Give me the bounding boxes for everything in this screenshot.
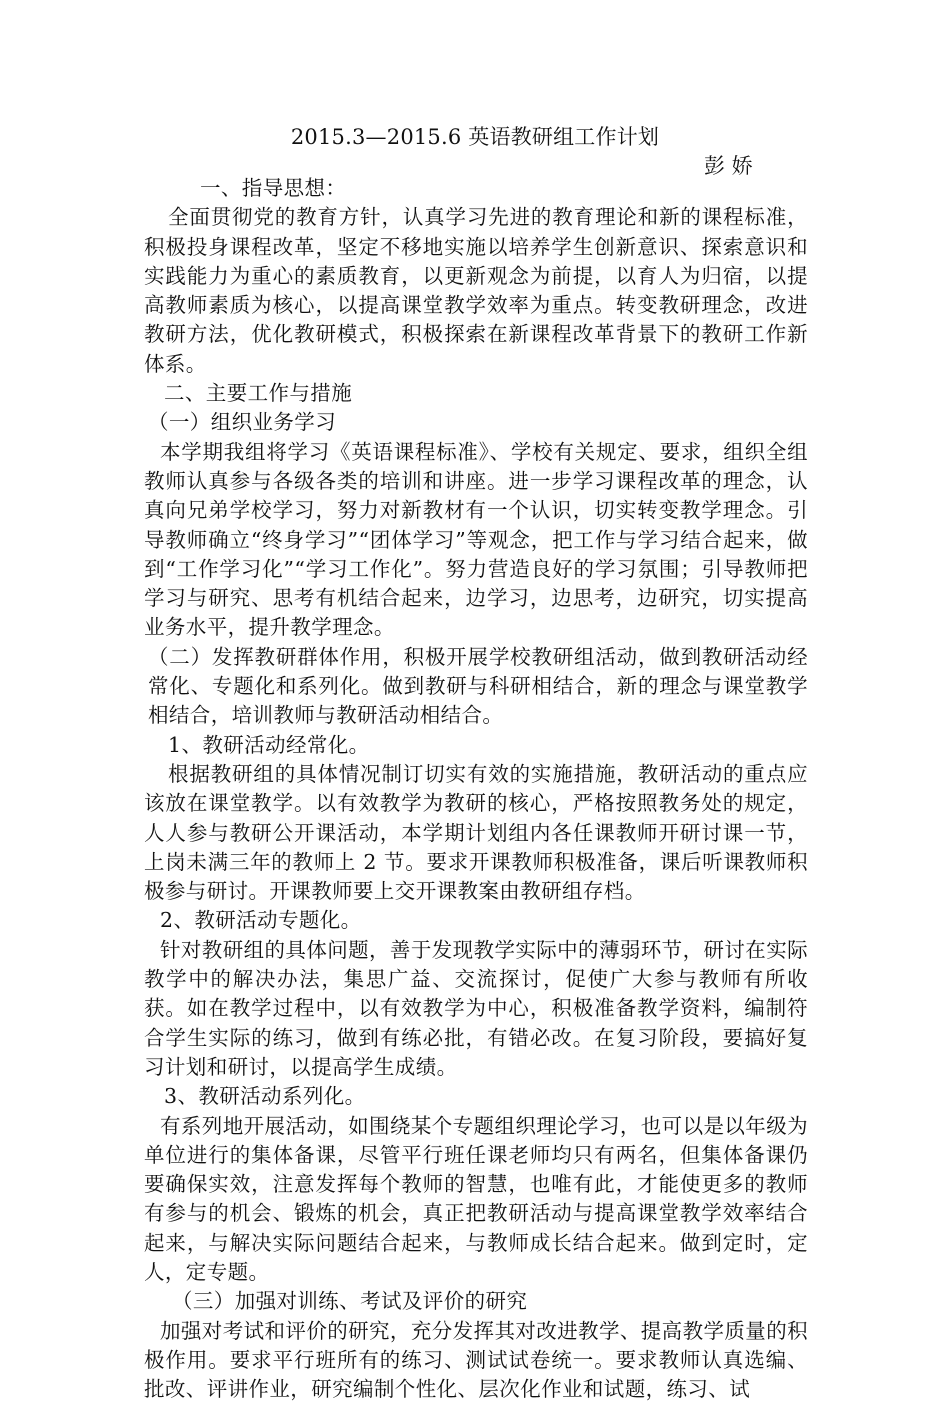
paragraph-business-study: 本学期我组将学习《英语课程标准》、学校有关规定、要求，组织全组教师认真参与各级各类的培训和讲座。进一步学习课程改革的理念，认真向兄弟学校学习，努力对新教材有一个认识，切实转变教学理念。引导教师确立“终身学习”“团体学习”等观念，把工作与学习结合起来，做到“工作学习化”“学习工作化”。努力营造良好的学习氛围；引导教师把学习与研究、思考有机结合起来，边学习，边思考，边研究，切实提高业务水平，提升教学理念。 bbox=[144, 439, 808, 640]
heading-serial-activity: 3、教研活动系列化。 bbox=[164, 1084, 366, 1109]
heading-guiding-ideology: 一、指导思想： bbox=[200, 176, 347, 200]
heading-business-study: （一）组织业务学习 bbox=[148, 410, 337, 435]
paragraph-regular-activity: 根据教研组的具体情况制订切实有效的实施措施，教研活动的重点应该放在课堂教学。以有效教学为教研的核心，严格按照教务处的规定，人人参与教研公开课活动，本学期计划组内各任课教师开研讨课一节，上岗未满三年的教师上 2 节。要求开课教师积极准备，课后听课教师积极参与研讨。开课教师要上交开课教案由教研组存档。 bbox=[144, 761, 808, 904]
paragraph-thematic-activity: 针对教研组的具体问题，善于发现教学实际中的薄弱环节，研讨在实际教学中的解决办法，集思广益、交流探讨，促使广大参与教师有所收获。如在教学过程中，以有效教学为中心，积极准备教学资料，编制符合学生实际的练习，做到有练必批，有错必改。在复习阶段，要搞好复习计划和研讨，以提高学生成绩。 bbox=[144, 937, 808, 1079]
heading-exam-research: （三）加强对训练、考试及评价的研究 bbox=[172, 1289, 528, 1314]
document-author: 彭 娇 bbox=[704, 154, 753, 178]
paragraph-exam-research: 加强对考试和评价的研究，充分发挥其对改进教学、提高教学质量的积极作用。要求平行班所有的练习、测试试卷统一。要求教师认真选编、批改、评讲作业，研究编制个性化、层次化作业和试题，练习、试 bbox=[144, 1318, 808, 1402]
paragraph-serial-activity: 有系列地开展活动，如围绕某个专题组织理论学习，也可以是以年级为单位进行的集体备课，尽管平行班任课老师均只有两名，但集体备课仍要确保实效，注意发挥每个教师的智慧，也唯有此，才能使更多的教师有参与的机会、锻炼的机会，真正把教研活动与提高课堂教学效率结合起来，与解决实际问题结合起来，与教师成长结合起来。做到定时，定人，定专题。 bbox=[144, 1113, 808, 1284]
document-title: 2015.3—2015.6 英语教研组工作计划 bbox=[290, 125, 660, 149]
heading-regular-activity: 1、教研活动经常化。 bbox=[168, 732, 370, 757]
document-body bbox=[144, 174, 808, 1404]
heading-group-role: （二）发挥教研群体作用，积极开展学校教研组活动，做到教研活动经常化、专题化和系列化。做到教研与科研相结合，新的理念与课堂教学相结合，培训教师与教研活动相结合。 bbox=[148, 644, 808, 728]
paragraph-guiding-ideology: 全面贯彻党的教育方针，认真学习先进的教育理论和新的课程标准，积极投身课程改革，坚定不移地实施以培养学生创新意识、探索意识和实践能力为重心的素质教育，以更新观念为前提，以育人为归宿，以提高教师素质为核心，以提高课堂教学效率为重点。转变教研理念，改进教研方法，优化教研模式，积极探索在新课程改革背景下的教研工作新体系。 bbox=[144, 205, 808, 376]
heading-thematic-activity: 2、教研活动专题化。 bbox=[160, 908, 362, 933]
heading-main-work: 二、主要工作与措施 bbox=[164, 381, 353, 406]
